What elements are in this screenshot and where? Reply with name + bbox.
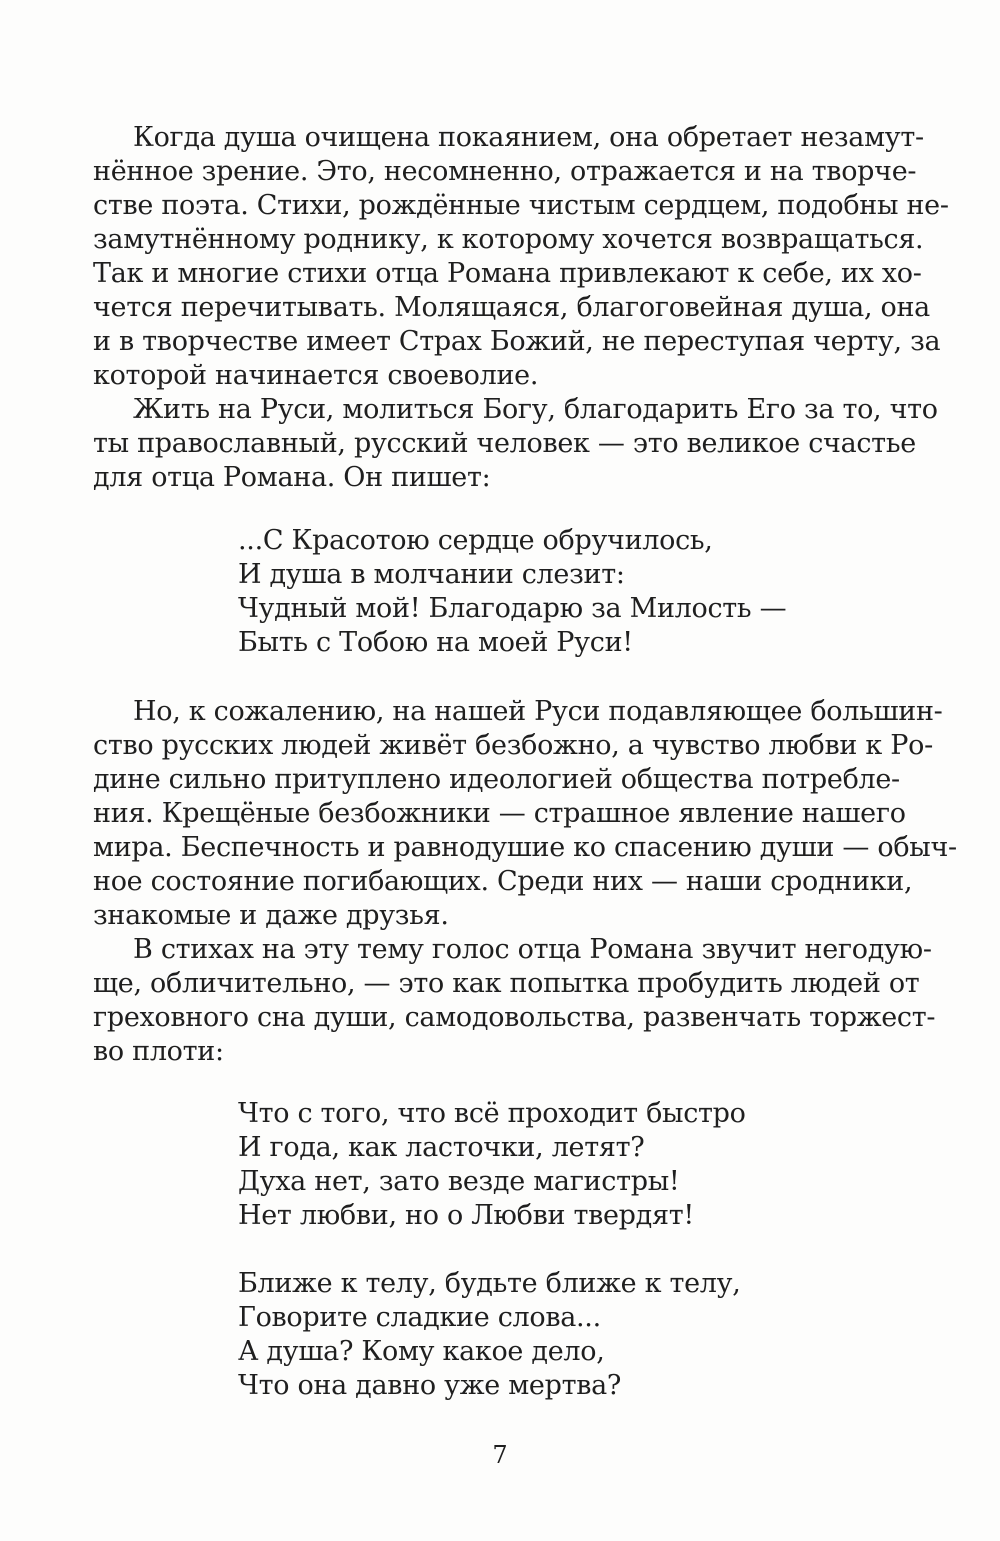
text-line: дине сильно притуплено идеологией общества потребле-: [93, 764, 900, 795]
poem-line: Ближе к телу, будьте ближе к телу,: [238, 1268, 741, 1299]
poem-line: А душа? Кому какое дело,: [238, 1336, 605, 1367]
text-line: ство русских людей живёт безбожно, а чувство любви к Ро-: [93, 730, 933, 761]
text-line: замутнённому роднику, к которому хочется возвращаться.: [93, 224, 924, 255]
poem-line: ...С Красотою сердце обручилось,: [238, 525, 713, 556]
poem-line: Говорите сладкие слова...: [238, 1302, 601, 1333]
text-line: и в творчестве имеет Страх Божий, не переступая черту, за: [93, 326, 941, 357]
text-line: нённое зрение. Это, несомненно, отражается и на творче-: [93, 156, 917, 187]
text-line: знакомые и даже друзья.: [93, 900, 449, 931]
text-line: Но, к сожалению, на нашей Руси подавляющее большин-: [133, 696, 943, 727]
poem-line: Что она давно уже мертва?: [238, 1370, 622, 1401]
text-line: В стихах на эту тему голос отца Романа звучит негодую-: [133, 934, 932, 965]
text-line: ния. Крещёные безбожники — страшное явление нашего: [93, 798, 906, 829]
poem-line: И года, как ласточки, летят?: [238, 1132, 645, 1163]
poem-line: И душа в молчании слезит:: [238, 559, 625, 590]
text-line: греховного сна души, самодовольства, развенчать торжест-: [93, 1002, 936, 1033]
text-line: ное состояние погибающих. Среди них — наши сродники,: [93, 866, 913, 897]
page-number: 7: [492, 1441, 508, 1469]
poem-line: Чудный мой! Благодарю за Милость —: [238, 593, 787, 624]
poem-line: Нет любви, но о Любви твердят!: [238, 1200, 694, 1231]
text-line: ще, обличительно, — это как попытка пробудить людей от: [93, 968, 920, 999]
poem-line: Быть с Тобою на моей Руси!: [238, 627, 633, 658]
text-line: во плоти:: [93, 1036, 224, 1067]
text-line: ты православный, русский человек — это великое счастье: [93, 428, 916, 459]
poem-line: Что с того, что всё проходит быстро: [238, 1098, 746, 1129]
text-line: мира. Беспечность и равнодушие ко спасению души — обыч-: [93, 832, 957, 863]
poem-line: Духа нет, зато везде магистры!: [238, 1166, 680, 1197]
text-line: стве поэта. Стихи, рождённые чистым сердцем, подобны не-: [93, 190, 949, 221]
text-line: Когда душа очищена покаянием, она обретает незамут-: [133, 122, 924, 153]
text-line: Так и многие стихи отца Романа привлекают к себе, их хо-: [93, 258, 922, 289]
text-line: Жить на Руси, молиться Богу, благодарить Его за то, что: [133, 394, 938, 425]
text-line: для отца Романа. Он пишет:: [93, 462, 491, 493]
text-line: которой начинается своеволие.: [93, 360, 539, 391]
text-line: чется перечитывать. Молящаяся, благоговейная душа, она: [93, 292, 930, 323]
